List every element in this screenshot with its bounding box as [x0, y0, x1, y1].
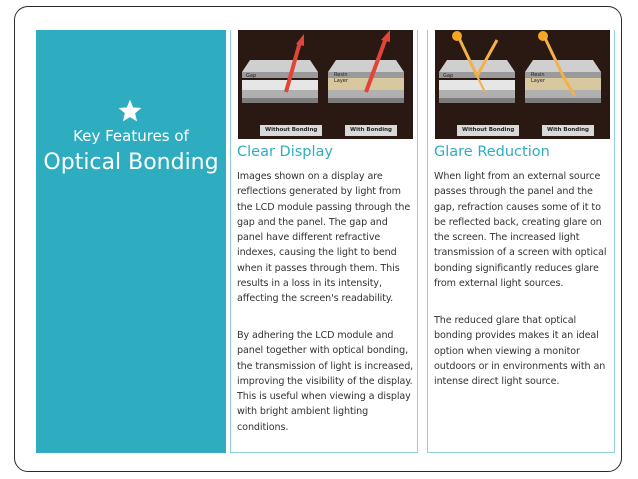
sidebar-subtitle: Key Features of: [73, 127, 189, 145]
with-bonding-caption: With Bonding: [345, 125, 397, 136]
card-paragraph: The reduced glare that optical bonding provides makes it an ideal option when viewing a monitor outdoors or in environments with an intense direct light source.: [434, 315, 606, 388]
gap-label: Gap: [246, 73, 257, 79]
clear-display-illustration: [238, 30, 413, 139]
star-icon: [117, 98, 143, 124]
card-paragraph: When light from an external source passes through the panel and the gap, refraction causes some of it to be reflected back, creating glare on the screen. The increased light transmission of a screen with optical bonding significantly reduces glare from external light sources.: [434, 171, 607, 290]
glare-diagram: [435, 30, 610, 139]
sidebar-title: Optical Bonding: [43, 150, 219, 175]
resin-layer-label: Resin Layer: [334, 72, 348, 84]
card-heading: Clear Display: [237, 144, 333, 160]
bonding-diagram: [238, 30, 413, 139]
gap-label: Gap: [443, 73, 454, 79]
glare-reduction-illustration: [435, 30, 610, 139]
without-bonding-caption: Without Bonding: [457, 125, 519, 136]
without-bonding-caption: Without Bonding: [260, 125, 322, 136]
with-bonding-caption: With Bonding: [542, 125, 594, 136]
card-paragraph: Images shown on a display are reflections generated by light from the LCD module passing through the gap and the panel. The gap and panel have different refractive indexes, causing the light to bend when it passes through them. This results in a loss in its intensity, affecting the screen's readability.: [237, 171, 411, 305]
clear-display-card: [230, 30, 418, 453]
card-paragraph: By adhering the LCD module and panel together with optical bonding, the transmission of light is increased, improving the visibility of the display. This is useful when viewing a display with bright ambient lighting conditions.: [237, 330, 414, 433]
card-heading: Glare Reduction: [434, 144, 550, 160]
glare-reduction-card: [427, 30, 615, 453]
feature-sidebar: [36, 30, 226, 453]
resin-layer-label: Resin Layer: [531, 72, 545, 84]
